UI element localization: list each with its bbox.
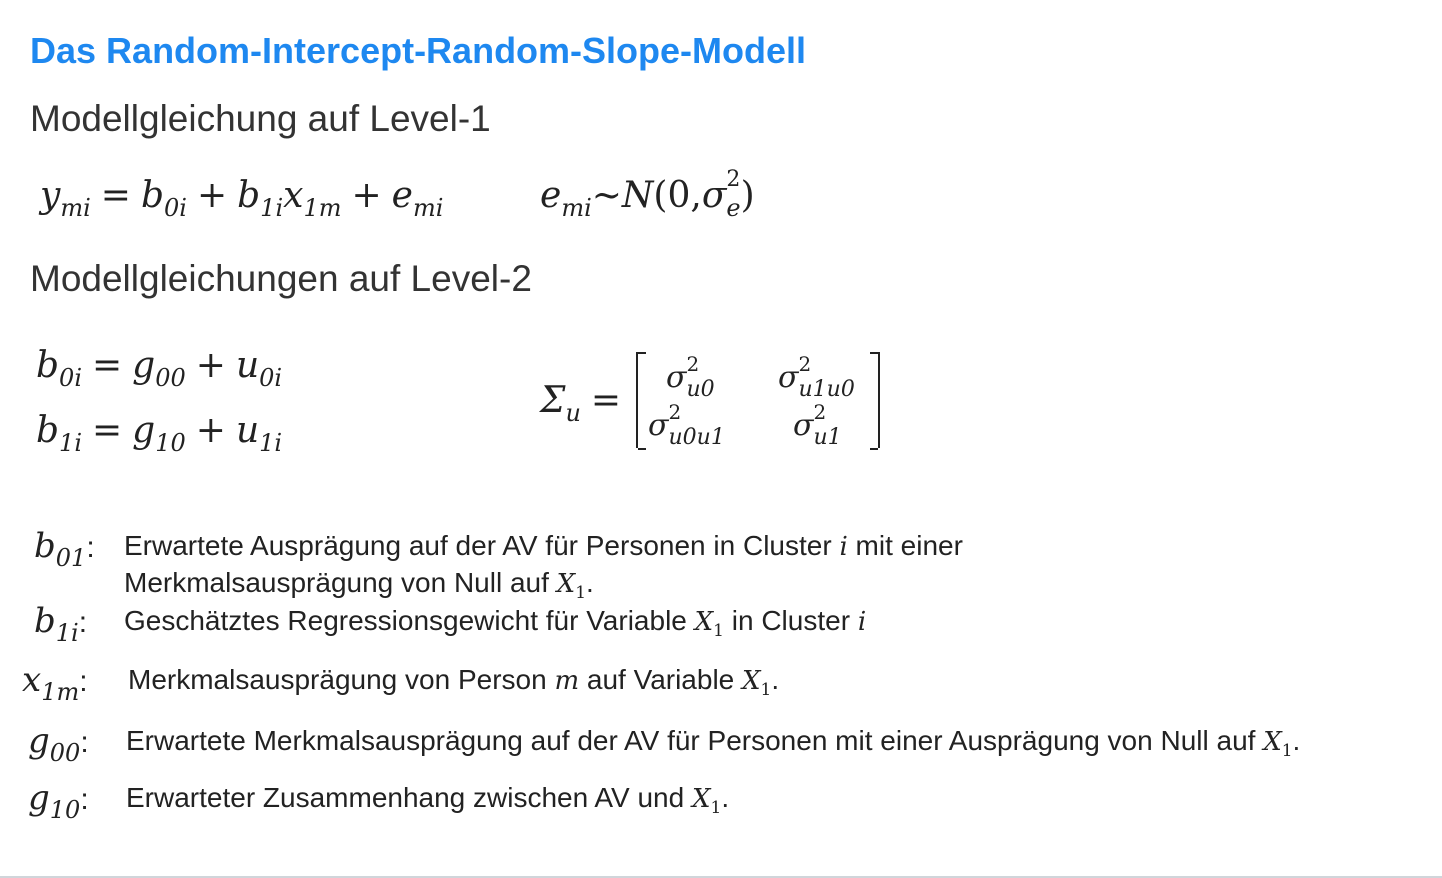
level2-slope-equation [36,410,282,457]
colon: : [80,726,89,759]
math-symbol: $b_{1i}$ [36,410,82,457]
math-symbol: $u_{1i}$ [235,410,283,457]
matrix-cell [648,400,725,450]
math-operator: + [195,345,226,386]
inline-math: i [857,607,867,637]
math-symbol: $x_{1m}$ [283,175,342,222]
math-symbol: σ 2 $_{u0u1}$ [648,400,725,450]
matrix-cell [666,352,715,402]
math-symbol: $b_{01}$ [34,526,87,572]
math-symbol: $y_{mi}$ [40,175,91,222]
inline-math: $X_1$ [1263,727,1293,762]
definition-text: Merkmalsausprägung von Person m auf Variable $X_1$. [128,664,780,701]
math-operator: ~ [591,175,622,216]
math-symbol: σ 2 $_{u1u0}$ [778,352,855,402]
math-symbol: $b_{0i}$ [140,175,187,222]
math-symbol: $g_{00}$ [132,345,186,392]
matrix-cell [793,400,842,450]
colon: : [78,606,88,639]
inline-math: $X_1$ [691,784,722,819]
math-operator: (0, [653,175,702,216]
math-operator: ) [740,175,755,216]
level2-heading: Modellgleichungen auf Level-2 [30,258,532,299]
matrix-cell [778,352,855,402]
inline-math: $X_1$ [694,607,724,642]
level1-error-distribution [540,167,755,222]
math-operator: + [351,175,382,216]
math-symbol: $b_{0i}$ [36,345,82,392]
math-operator: = [100,175,131,216]
colon: : [79,665,88,698]
math-symbol: $u_{0i}$ [235,345,283,392]
math-symbol: $b_{1i}$ [34,601,79,647]
math-symbol: σ 2 $_e$ [701,167,741,222]
math-symbol: N [621,175,654,216]
math-operator: = [92,410,123,451]
covariance-matrix [636,352,880,448]
colon: : [86,531,95,564]
inline-math: i [839,532,848,562]
level1-equation [40,175,443,222]
math-operator: = [590,380,622,421]
definition-text: Geschätztes Regressionsgewicht für Variable $X_1$ in Cluster i [124,605,867,642]
math-symbol: $x_{1m}$ [22,660,80,706]
math-symbol: $e_{mi}$ [391,175,444,222]
definition-text: Erwartete Ausprägung auf der AV für Personen in Cluster i mit einer Merkmalsausprägung von Null auf $X_1$. [124,530,963,604]
inline-math: $X_1$ [742,666,772,701]
math-operator: + [195,410,226,451]
colon: : [80,783,89,816]
inline-math: m [554,666,580,696]
math-symbol: $b_{1i}$ [237,175,284,222]
math-symbol: σ 2 $_{u0}$ [666,352,715,402]
definition-symbol [28,721,89,767]
level2-intercept-equation [36,345,282,392]
definition-text: Erwartete Merkmalsausprägung auf der AV für Personen mit einer Ausprägung von Null auf $X_1$. [126,725,1301,762]
math-operator: + [196,175,228,216]
definition-symbol [22,660,88,706]
definition-symbol [28,778,89,824]
definition-symbol [34,526,95,572]
definition-text: Erwarteter Zusammenhang zwischen AV und $X_1$. [126,782,730,819]
slide-title: Das Random-Intercept-Random-Slope-Modell [30,30,807,71]
covariance-label [540,380,631,427]
inline-math: $X_1$ [556,569,587,604]
definition-symbol [34,601,87,647]
math-symbol: $e_{mi}$ [540,175,592,222]
math-symbol: σ 2 $_{u1}$ [793,400,842,450]
math-operator: = [92,345,123,386]
math-symbol: $g_{00}$ [28,721,81,767]
math-symbol: $g_{10}$ [132,410,186,457]
math-symbol: $\Sigma_u$ [540,380,581,427]
level1-heading: Modellgleichung auf Level-1 [30,98,491,139]
math-symbol: $g_{10}$ [28,778,81,824]
